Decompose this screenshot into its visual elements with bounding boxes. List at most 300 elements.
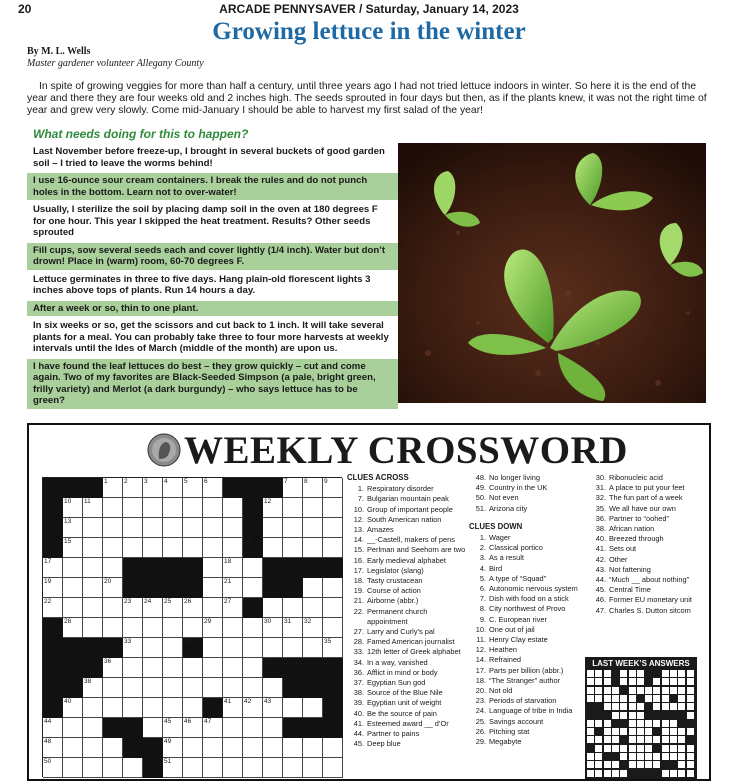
grid-cell[interactable] <box>83 558 103 578</box>
tip-item: Fill cups, sow several seeds each and cover lightly (1/4 inch). Water but don’t drown! Place in (warm) room, 60-70 degrees F. <box>27 243 398 270</box>
answer-cell <box>662 728 669 735</box>
clue-item <box>347 505 467 515</box>
grid-cell[interactable] <box>223 678 243 698</box>
grid-cell[interactable] <box>103 518 123 538</box>
byline-role: Master gardener volunteer Allegany County <box>27 58 204 69</box>
grid-cell[interactable] <box>163 738 183 758</box>
grid-cell[interactable] <box>143 618 163 638</box>
grid-cell[interactable] <box>63 738 83 758</box>
grid-cell[interactable] <box>43 558 63 578</box>
answer-cell <box>670 770 677 777</box>
grid-cell[interactable] <box>243 558 263 578</box>
grid-block <box>43 478 63 498</box>
grid-block <box>303 718 323 738</box>
grid-cell[interactable] <box>263 738 283 758</box>
grid-cell[interactable] <box>203 758 223 778</box>
grid-cell[interactable] <box>303 498 323 518</box>
answer-cell <box>637 761 644 768</box>
grid-cell[interactable] <box>123 478 143 498</box>
clue-item <box>469 574 587 584</box>
grid-cell[interactable] <box>143 518 163 538</box>
grid-cell[interactable] <box>243 638 263 658</box>
clue-item <box>347 668 467 678</box>
grid-cell[interactable] <box>203 558 223 578</box>
clue-text: Legislator (slang) <box>367 565 424 575</box>
clue-number: 50. <box>475 493 486 503</box>
grid-cell[interactable] <box>183 538 203 558</box>
grid-cell[interactable] <box>123 698 143 718</box>
answer-cell <box>645 720 652 727</box>
answer-cell <box>629 761 636 768</box>
answer-cell <box>620 678 627 685</box>
grid-cell[interactable] <box>143 498 163 518</box>
grid-cell[interactable] <box>63 498 83 518</box>
grid-cell[interactable] <box>283 498 303 518</box>
grid-cell[interactable] <box>263 598 283 618</box>
grid-cell[interactable] <box>223 658 243 678</box>
grid-cell[interactable] <box>143 678 163 698</box>
grid-cell[interactable] <box>163 538 183 558</box>
answer-cell <box>687 745 694 752</box>
grid-cell[interactable] <box>243 718 263 738</box>
grid-cell[interactable] <box>283 518 303 538</box>
grid-cell[interactable] <box>43 738 63 758</box>
grid-cell[interactable] <box>223 638 243 658</box>
grid-cell[interactable] <box>203 618 223 638</box>
grid-cell[interactable] <box>323 478 343 498</box>
grid-cell[interactable] <box>123 678 143 698</box>
grid-cell[interactable] <box>183 518 203 538</box>
grid-cell[interactable] <box>323 618 343 638</box>
grid-cell[interactable] <box>303 618 323 638</box>
clue-number: 19. <box>353 586 364 596</box>
grid-cell[interactable] <box>103 658 123 678</box>
clue-number: 13. <box>353 525 364 535</box>
clue-number: 34. <box>353 657 364 667</box>
clue-number: 22. <box>353 606 364 616</box>
grid-cell[interactable] <box>103 678 123 698</box>
grid-cell[interactable] <box>163 518 183 538</box>
answer-cell <box>678 736 685 743</box>
grid-cell[interactable] <box>63 558 83 578</box>
answer-cell <box>653 678 660 685</box>
answer-cell <box>604 761 611 768</box>
grid-block <box>43 498 63 518</box>
clue-item <box>589 504 709 514</box>
grid-cell[interactable] <box>43 578 63 598</box>
grid-cell[interactable] <box>43 758 63 778</box>
grid-cell[interactable] <box>103 738 123 758</box>
grid-cell[interactable] <box>323 738 343 758</box>
clue-text: Tasty crustacean <box>367 576 423 586</box>
grid-cell[interactable] <box>183 598 203 618</box>
grid-cell[interactable] <box>183 758 203 778</box>
grid-cell[interactable] <box>203 718 223 738</box>
clue-number: 46. <box>595 595 606 605</box>
clue-item <box>469 625 587 635</box>
grid-cell[interactable] <box>43 598 63 618</box>
grid-cell[interactable] <box>63 598 83 618</box>
grid-cell[interactable] <box>103 538 123 558</box>
grid-cell[interactable] <box>123 538 143 558</box>
clue-item <box>469 473 587 483</box>
grid-cell[interactable] <box>123 638 143 658</box>
grid-cell[interactable] <box>143 478 163 498</box>
tip-item: After a week or so, thin to one plant. <box>27 301 398 317</box>
grid-cell[interactable] <box>183 478 203 498</box>
clue-item <box>589 544 709 554</box>
clue-number: 10. <box>353 504 364 514</box>
grid-cell[interactable] <box>303 478 323 498</box>
grid-cell[interactable] <box>143 698 163 718</box>
clue-number: 32. <box>595 493 606 503</box>
grid-cell[interactable] <box>223 758 243 778</box>
answer-cell <box>620 728 627 735</box>
grid-cell[interactable] <box>223 538 243 558</box>
grid-cell[interactable] <box>123 498 143 518</box>
grid-cell[interactable] <box>263 618 283 638</box>
grid-cell[interactable] <box>123 758 143 778</box>
grid-cell[interactable] <box>203 678 223 698</box>
answer-cell <box>604 745 611 752</box>
grid-cell[interactable] <box>263 498 283 518</box>
grid-cell[interactable] <box>163 478 183 498</box>
grid-cell[interactable] <box>183 738 203 758</box>
clue-text: Not fattening <box>609 564 651 574</box>
grid-cell[interactable] <box>63 718 83 738</box>
grid-cell[interactable] <box>123 518 143 538</box>
clue-item <box>589 514 709 524</box>
grid-cell[interactable] <box>163 698 183 718</box>
grid-cell[interactable] <box>203 598 223 618</box>
tip-item: I have found the leaf lettuces do best – they grow quickly – cut and come again. Two of my favorites are Black-Seeded Simpson (a pale, bright green, frilly variety) and Merlot (a dark burgundy) – who says lettuce has to be green? <box>27 359 398 409</box>
clue-item <box>347 719 467 729</box>
grid-block <box>243 478 263 498</box>
grid-cell[interactable] <box>63 758 83 778</box>
grid-block <box>183 638 203 658</box>
grid-cell[interactable] <box>263 718 283 738</box>
answer-cell <box>629 670 636 677</box>
grid-cell[interactable] <box>303 698 323 718</box>
clue-number: 24. <box>475 706 486 716</box>
grid-cell[interactable] <box>263 538 283 558</box>
grid-cell[interactable] <box>283 738 303 758</box>
clue-item <box>589 534 709 544</box>
grid-cell[interactable] <box>103 598 123 618</box>
grid-cell[interactable] <box>203 538 223 558</box>
grid-cell[interactable] <box>323 538 343 558</box>
clue-number: 14. <box>475 655 486 665</box>
grid-cell[interactable] <box>143 598 163 618</box>
clue-number: 7. <box>357 494 364 504</box>
clue-item <box>347 515 467 525</box>
grid-number: 37 <box>264 658 272 665</box>
grid-cell[interactable] <box>283 618 303 638</box>
clue-text: Wager <box>489 533 511 543</box>
grid-cell[interactable] <box>103 758 123 778</box>
grid-cell[interactable] <box>163 758 183 778</box>
grid-cell[interactable] <box>163 498 183 518</box>
grid-cell[interactable] <box>163 598 183 618</box>
grid-cell[interactable] <box>103 618 123 638</box>
grid-cell[interactable] <box>143 638 163 658</box>
grid-cell[interactable] <box>243 578 263 598</box>
grid-cell[interactable] <box>63 618 83 638</box>
answer-cell <box>612 703 619 710</box>
grid-cell[interactable] <box>83 618 103 638</box>
grid-cell[interactable] <box>203 578 223 598</box>
grid-block <box>283 678 303 698</box>
masthead: ARCADE PENNYSAVER / Saturday, January 14, 2023 <box>219 2 519 16</box>
answer-cell <box>653 695 660 702</box>
grid-cell[interactable] <box>83 538 103 558</box>
clue-item <box>589 606 709 616</box>
grid-cell[interactable] <box>203 638 223 658</box>
answer-cell <box>612 687 619 694</box>
grid-cell[interactable] <box>123 618 143 638</box>
grid-cell[interactable] <box>103 558 123 578</box>
answer-cell <box>612 736 619 743</box>
grid-cell[interactable] <box>63 538 83 558</box>
clue-number: 7. <box>479 594 486 604</box>
clues-column-3 <box>589 473 709 616</box>
grid-cell[interactable] <box>203 738 223 758</box>
grid-number: 33 <box>124 638 132 645</box>
clue-item <box>347 678 467 688</box>
clue-item <box>469 615 587 625</box>
clue-number: 10. <box>475 624 486 634</box>
grid-cell[interactable] <box>83 518 103 538</box>
clue-text: Refrained <box>489 655 522 665</box>
grid-cell[interactable] <box>303 538 323 558</box>
grid-block <box>43 698 63 718</box>
grid-cell[interactable] <box>143 538 163 558</box>
grid-cell[interactable] <box>83 738 103 758</box>
grid-cell[interactable] <box>103 698 123 718</box>
grid-cell[interactable] <box>303 758 323 778</box>
grid-cell[interactable] <box>183 698 203 718</box>
grid-cell[interactable] <box>163 618 183 638</box>
grid-cell[interactable] <box>163 638 183 658</box>
grid-block <box>183 578 203 598</box>
grid-cell[interactable] <box>263 698 283 718</box>
answer-cell <box>662 753 669 760</box>
grid-cell[interactable] <box>203 478 223 498</box>
grid-cell[interactable] <box>223 498 243 518</box>
grid-cell[interactable] <box>223 558 243 578</box>
grid-cell[interactable] <box>83 678 103 698</box>
grid-cell[interactable] <box>283 538 303 558</box>
grid-number: 5 <box>184 478 188 485</box>
tip-item: Last November before freeze-up, I brought in several buckets of good garden soil – I tried to leave the worms behind! <box>33 146 385 169</box>
grid-number: 45 <box>164 718 172 725</box>
answer-cell <box>595 753 602 760</box>
grid-cell[interactable] <box>223 518 243 538</box>
grid-cell[interactable] <box>183 618 203 638</box>
grid-cell[interactable] <box>183 658 203 678</box>
clue-item <box>347 729 467 739</box>
clue-text: Other <box>609 554 628 564</box>
grid-cell[interactable] <box>243 738 263 758</box>
clue-number: 51. <box>475 503 486 513</box>
clue-number: 1. <box>357 484 364 494</box>
grid-cell[interactable] <box>323 758 343 778</box>
grid-cell[interactable] <box>83 498 103 518</box>
grid-block <box>263 478 283 498</box>
grid-cell[interactable] <box>223 578 243 598</box>
grid-cell[interactable] <box>263 518 283 538</box>
answer-cell <box>670 728 677 735</box>
clue-text: Amazes <box>367 525 394 535</box>
grid-cell[interactable] <box>143 658 163 678</box>
grid-cell[interactable] <box>43 718 63 738</box>
clue-number: 30. <box>595 473 606 482</box>
grid-cell[interactable] <box>223 598 243 618</box>
grid-cell[interactable] <box>63 518 83 538</box>
grid-cell[interactable] <box>103 498 123 518</box>
answer-cell <box>637 670 644 677</box>
grid-cell[interactable] <box>163 658 183 678</box>
grid-cell[interactable] <box>83 758 103 778</box>
clue-number: 12. <box>353 514 364 524</box>
clue-text: Former EU monetary unit <box>609 595 692 605</box>
grid-cell[interactable] <box>123 658 143 678</box>
answer-cell <box>687 703 694 710</box>
grid-number: 23 <box>124 598 132 605</box>
grid-cell[interactable] <box>223 738 243 758</box>
clue-text: Ribonucleic acid <box>609 473 663 482</box>
clue-text: Egyptian unit of weight <box>367 698 442 708</box>
grid-cell[interactable] <box>203 518 223 538</box>
grid-cell[interactable] <box>323 518 343 538</box>
grid-cell[interactable] <box>303 578 323 598</box>
grid-cell[interactable] <box>283 698 303 718</box>
answer-cell <box>662 687 669 694</box>
grid-number: 30 <box>264 618 272 625</box>
clue-text: Esteemed award __ d’Or <box>367 718 449 728</box>
grid-number: 12 <box>264 498 272 505</box>
clue-number: 23. <box>475 696 486 706</box>
grid-cell[interactable] <box>323 598 343 618</box>
grid-block <box>43 658 63 678</box>
clue-item <box>469 666 587 676</box>
grid-number: 2 <box>124 478 128 485</box>
grid-cell[interactable] <box>283 638 303 658</box>
grid-cell[interactable] <box>303 518 323 538</box>
answer-cell <box>629 720 636 727</box>
grid-cell[interactable] <box>83 718 103 738</box>
grid-cell[interactable] <box>223 718 243 738</box>
grid-cell[interactable] <box>283 758 303 778</box>
grid-cell[interactable] <box>303 738 323 758</box>
clue-number: 11. <box>476 635 486 645</box>
grid-cell[interactable] <box>163 678 183 698</box>
grid-cell[interactable] <box>263 758 283 778</box>
grid-cell[interactable] <box>203 498 223 518</box>
clue-text: A place to put your feet <box>609 483 685 493</box>
grid-block <box>263 558 283 578</box>
answer-cell <box>595 720 602 727</box>
grid-cell[interactable] <box>183 498 203 518</box>
clue-item <box>589 483 709 493</box>
grid-cell[interactable] <box>143 718 163 738</box>
grid-cell[interactable] <box>283 478 303 498</box>
grid-cell[interactable] <box>303 598 323 618</box>
grid-cell[interactable] <box>103 578 123 598</box>
grid-cell[interactable] <box>323 638 343 658</box>
grid-cell[interactable] <box>263 638 283 658</box>
answer-cell <box>587 761 594 768</box>
grid-block <box>323 678 343 698</box>
answer-cell <box>653 761 660 768</box>
grid-cell[interactable] <box>263 678 283 698</box>
grid-cell[interactable] <box>83 598 103 618</box>
grid-number: 21 <box>224 578 232 585</box>
grid-cell[interactable] <box>183 718 203 738</box>
grid-cell[interactable] <box>103 478 123 498</box>
clue-item <box>347 607 465 627</box>
answer-cell <box>678 678 685 685</box>
grid-cell[interactable] <box>183 678 203 698</box>
grid-block <box>163 558 183 578</box>
answer-cell <box>595 761 602 768</box>
grid-cell[interactable] <box>83 578 103 598</box>
grid-cell[interactable] <box>223 618 243 638</box>
clue-number: 40. <box>353 708 364 718</box>
grid-cell[interactable] <box>123 598 143 618</box>
answer-cell <box>662 770 669 777</box>
clue-item <box>469 604 587 614</box>
clue-text: One out of jail <box>489 624 535 634</box>
clue-text: Savings account <box>489 716 544 726</box>
grid-number: 28 <box>64 618 72 625</box>
grid-block <box>63 678 83 698</box>
grid-cell[interactable] <box>243 658 263 678</box>
answer-cell <box>653 703 660 710</box>
grid-cell[interactable] <box>323 578 343 598</box>
clue-item <box>589 565 709 575</box>
crossword-grid[interactable] <box>42 477 342 777</box>
answer-cell <box>678 753 685 760</box>
grid-cell[interactable] <box>163 718 183 738</box>
grid-number: 32 <box>304 618 312 625</box>
clue-number: 14. <box>353 535 364 545</box>
answer-cell <box>662 695 669 702</box>
clue-item <box>347 658 467 668</box>
grid-cell[interactable] <box>63 578 83 598</box>
grid-cell[interactable] <box>243 678 263 698</box>
grid-block <box>243 498 263 518</box>
grid-cell[interactable] <box>243 698 263 718</box>
grid-cell[interactable] <box>303 638 323 658</box>
tips-subhead: What needs doing for this to happen? <box>33 127 249 141</box>
grid-cell[interactable] <box>203 658 223 678</box>
grid-number: 38 <box>84 678 92 685</box>
grid-cell[interactable] <box>63 698 83 718</box>
crossword-title: WEEKLY CROSSWORD <box>184 429 628 472</box>
grid-cell[interactable] <box>323 498 343 518</box>
grid-cell[interactable] <box>243 618 263 638</box>
answer-cell <box>604 736 611 743</box>
answer-cell <box>620 753 627 760</box>
grid-cell[interactable] <box>223 698 243 718</box>
clue-text: 12th letter of Greek alphabet <box>367 647 461 657</box>
grid-number: 47 <box>204 718 212 725</box>
grid-cell[interactable] <box>243 758 263 778</box>
grid-cell[interactable] <box>283 598 303 618</box>
grid-cell[interactable] <box>83 698 103 718</box>
clue-text: Source of the Blue Nile <box>367 688 443 698</box>
